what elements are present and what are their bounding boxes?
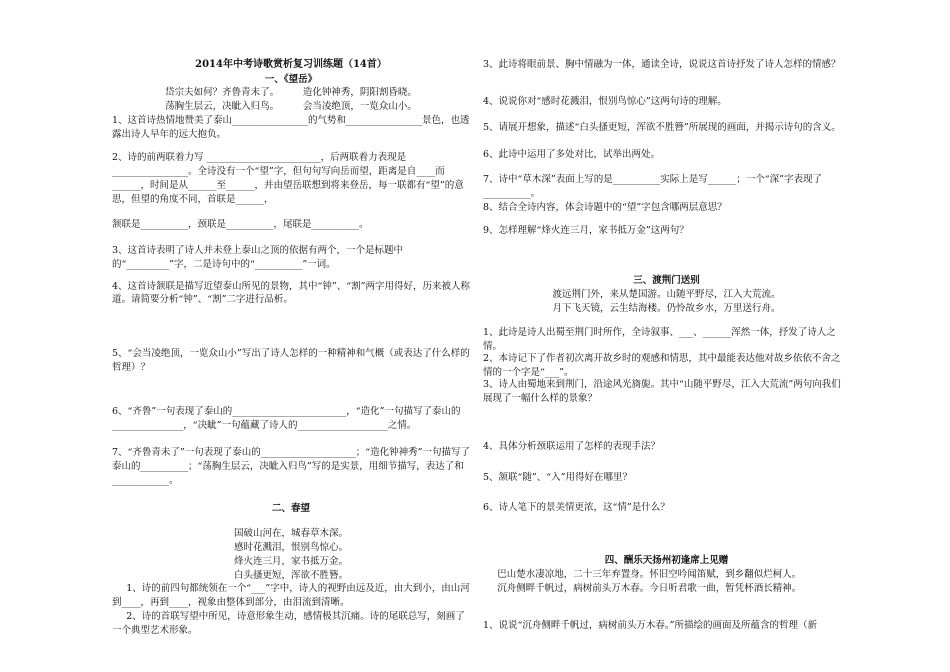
section-3 [483,274,850,315]
question-s3-4 [483,440,850,454]
poem-line: 荡胸生层云，决眦入归鸟。 会当凌绝顶，一览众山小。 [165,101,417,113]
question-text: 9、怎样理解“烽火连三月，家书抵万金”这两句？ [483,225,689,236]
question-text: 4、具体分析颈联运用了怎样的表现手法？ [483,441,661,452]
section-4-heading: 四、酬乐天扬州初逢席上见赠 [604,555,729,566]
question-s2-1: 1、诗的前四句都统领在一个“___”字中，诗人的视野由远及近，由大到小，由山河到____，再到____，视象由整体到部分，由泪流到清晰。 [112,583,470,609]
section-1-heading: 一、《望岳》 [264,73,318,85]
question-5: 5、“会当凌绝顶，一览众山小”写出了诗人怎样的一种精神和气概（或表达了什么样的哲理）？ [112,348,470,373]
question-s3-1 [483,326,850,354]
poem-line: 感时花溅泪，恨别鸟惊心。 [233,542,348,554]
document-title: 2014年中考诗歌赏析复习训练题（14首） [195,59,387,70]
poem-line: 白头搔更短，浑欲不胜簪。 [233,569,348,581]
question-text: 2、本诗记下了作者初次离开故乡时的观感和情思，其中最能表达他对故乡依依不舍之情的一个字是“___”。 [483,353,841,378]
question-text: 6、诗人笔下的景美情更浓，这“情”是什么？ [483,502,670,513]
question-text: 8、结合全诗内容，体会诗题中的“望”字包含哪两层意思？ [483,202,727,213]
question-2-continued: 颔联是__________，颈联是__________，尾联是__________。 [112,219,369,231]
question-text: 1、说说“沉舟侧畔千帆过，病树前头万木春。”所描绘的画面及所蕴含的哲理（新 [483,620,818,631]
question-1: 1、这首诗热情地赞美了泰山________________的气势和________________景色，也透露出诗人早年的远大抱负。 [112,114,470,140]
poem-block [112,527,470,582]
question-text: 4、说说你对“感时花溅泪，恨别鸟惊心”这两句诗的理解。 [483,96,727,107]
question-s2-3 [483,58,850,72]
section-2-heading: 二、春望 [271,502,310,514]
question-s3-3 [483,378,850,406]
question-s2-7 [483,173,850,201]
poem-line: 巴山楚水凄凉地，二十三年弃置身。怀旧空吟闻笛赋，到乡翻似烂柯人。 [497,568,802,580]
question-3: 3、这首诗表明了诗人并未登上泰山之顶的依据有两个，一个是标题中的“_________”字，二是诗句中的“__________”一词。 [112,245,404,270]
poem-line: 烽火连三月，家书抵万金。 [233,555,348,567]
question-text: 5、颔联“随”、“入”用得好在哪里？ [483,472,632,483]
question-text: 7、诗中“草木深”表面上写的是__________实际上是写______；一个“深”字表现了__________。 [483,174,822,199]
question-text: 3、诗人由蜀地来到荆门，沿途风光旖旎。其中“山随平野尽，江入大荒流”两句向我们展现了一幅什么样的景象？ [483,379,841,404]
question-s2-5 [483,121,850,135]
poem-line: 渡远荆门外，来从楚国游。山随平野尽，江入大荒流。 [552,288,781,300]
question-s2-8 [483,201,850,215]
section-3-heading: 三、渡荆门送别 [633,275,700,286]
poem-line: 岱宗夫如何？齐鲁青未了。 造化钟神秀，阴阳割昏晓。 [165,87,417,99]
poem-line: 国破山河在，城春草木深。 [233,528,348,540]
question-6: 6、“齐鲁”一句表现了泰山的________________________，“造化”一句描写了泰山的_______________，“决眦”一句蕴藏了诗人的___________________之情。 [112,405,461,431]
question-2: 2、诗的前两联着力写 ________________________，后两联着力表现是________________。全诗没有一个“望”字，但句句写向岳而望，距离是自____而______，时间是从______至______，并由望岳联想到将来登岳，每一联都有“望”的意思，但望的角度不同，首联是______， [112,152,464,205]
section-4 [483,554,850,595]
question-7: 7、“齐鲁青未了”一句表现了泰山的____________________；“造化钟神秀”一句描写了泰山的__________；“荡胸生层云，决眦入归鸟”写的是实景，用细节描写，表达了和____________。 [112,447,470,486]
question-text: 6、此诗中运用了多处对比，试举出两处。 [483,149,661,160]
question-s3-6 [483,501,850,515]
question-text: 5、请展开想象，描述“白头搔更短，浑欲不胜簪”所展现的画面，并揭示诗句的含义。 [483,122,841,133]
question-text: 3、此诗将眼前景、胸中情融为一体，通读全诗，说说这首诗抒发了诗人怎样的情感？ [483,59,841,70]
poem-line: 沉舟侧畔千帆过，病树前头万木春。今日听君歌一曲，暂凭杯酒长精神。 [497,582,802,594]
left-column [112,58,470,637]
question-4: 4、这首诗颔联是描写近望泰山所见的景物，其中“钟”、“割”两字用得好，历来被人称道。请简要分析“钟”、“割”二字进行品析。 [112,280,470,306]
question-s3-2 [483,352,850,380]
question-s2-6 [483,148,850,162]
question-s4-1 [483,619,850,633]
question-text: 1、此诗是诗人出蜀至荆门时所作，全诗叙事、___、______浑然一体，抒发了诗人之情。 [483,327,836,352]
question-s2-9 [483,224,850,238]
poem-line: 月下飞天镜，云生结海楼。仍怜故乡水，万里送行舟。 [552,302,781,314]
question-s2-4 [483,95,850,109]
question-s3-5 [483,471,850,485]
question-s2-2: 2、诗的首联写望中所见，诗意形象生动，感情极其沉痛。诗的尾联总写，刻画了一个典型艺术形象。 [112,610,465,636]
